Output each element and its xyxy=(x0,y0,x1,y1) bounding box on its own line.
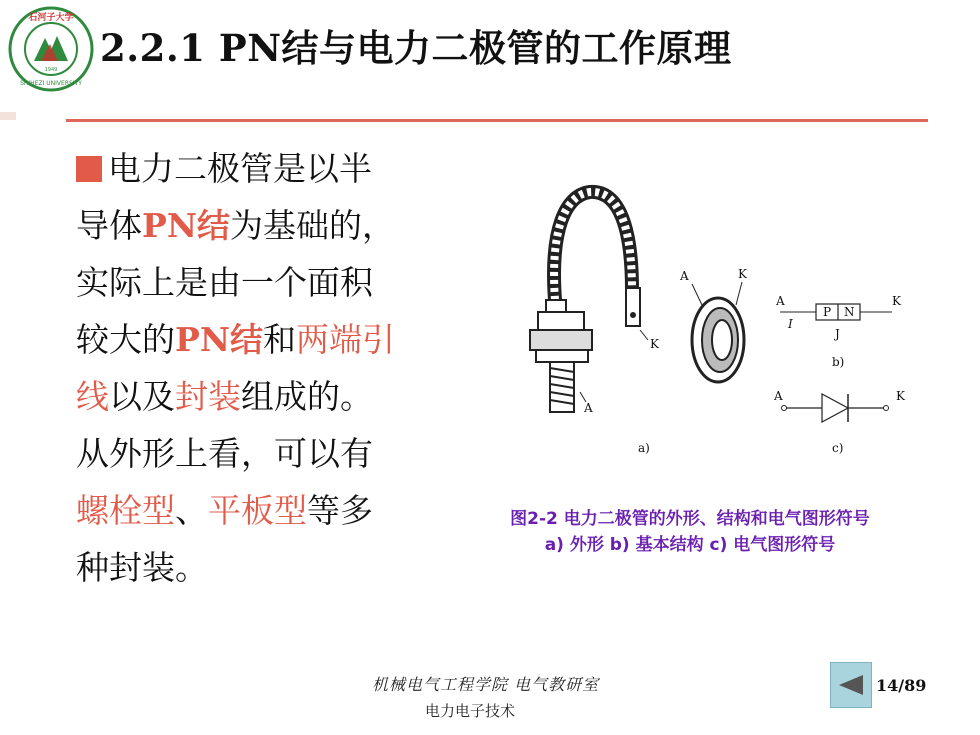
logo-top-text: 石河子大学 xyxy=(28,13,74,23)
body-text-span: 电力二极管是以半 xyxy=(108,149,372,188)
caption-line-2: a) 外形 b) 基本结构 c) 电气图形符号 xyxy=(544,535,836,555)
page-title: 2.2.1 PN结与电力二极管的工作原理 xyxy=(100,26,732,70)
logo-bottom-text: SHIHEZI UNIVERSITY xyxy=(20,80,82,87)
symbol-cathode-label: K xyxy=(896,389,905,403)
stud-anode-label: A xyxy=(584,401,593,415)
stud-diode-drawing xyxy=(530,192,660,415)
highlight-stud-type: 螺栓型 xyxy=(76,491,175,530)
footer-school: 机械电气工程学院 电气教研室 xyxy=(372,675,600,694)
body-text-span: 较大的 xyxy=(76,320,175,359)
triangle-left-icon xyxy=(837,673,865,697)
body-text-span: 种封装。 xyxy=(76,548,208,587)
highlight-leads: 线 xyxy=(76,377,109,416)
body-text-span: 为基础的， xyxy=(229,206,395,245)
p-region-label: P xyxy=(823,305,832,319)
highlight-leads: 两端引 xyxy=(295,320,395,359)
highlight-pn-junction: PN结 xyxy=(142,206,230,245)
body-line-2 xyxy=(76,197,436,254)
body-line-5 xyxy=(76,368,436,425)
diode-illustration xyxy=(480,160,920,470)
title-divider xyxy=(66,119,928,122)
pn-cathode-label: K xyxy=(892,294,901,308)
junction-label: J xyxy=(835,327,840,341)
pn-structure-drawing xyxy=(775,294,902,369)
disc-cathode-label: K xyxy=(738,267,747,281)
press-pack-diode-drawing xyxy=(679,267,748,382)
symbol-anode-label: A xyxy=(774,389,783,403)
current-label: I xyxy=(788,317,793,331)
diode-figure xyxy=(480,160,920,470)
body-text-span: 导体 xyxy=(76,206,142,245)
logo-year: 1949 xyxy=(44,67,58,73)
caption-line-1: 图2-2 电力二极管的外形、结构和电气图形符号 xyxy=(510,509,870,529)
university-logo xyxy=(8,6,94,92)
pn-anode-label: A xyxy=(776,294,785,308)
body-text-span: 等多 xyxy=(307,491,373,530)
figure-caption xyxy=(440,506,940,558)
highlight-press-pack-type: 平板型 xyxy=(208,491,307,530)
n-region-label: N xyxy=(844,305,855,319)
page-number: 14/89 xyxy=(876,676,927,695)
body-text-span: 组成的。 xyxy=(241,377,373,416)
diode-symbol-drawing xyxy=(773,389,906,455)
body-paragraph xyxy=(76,140,436,596)
body-text-span: 从外形上看，可以有 xyxy=(76,434,373,473)
tag-b: b) xyxy=(832,355,845,369)
body-text-span: 以及 xyxy=(109,377,175,416)
body-line-7 xyxy=(76,482,436,539)
footer-course: 电力电子技术 xyxy=(425,702,516,720)
highlight-package: 封装 xyxy=(175,377,241,416)
stud-cathode-label: K xyxy=(650,337,659,351)
body-text-span: 和 xyxy=(262,320,296,359)
disc-anode-label: A xyxy=(680,269,689,283)
tag-c: c) xyxy=(832,441,844,455)
body-line-3 xyxy=(76,254,436,311)
body-line-4 xyxy=(76,311,436,368)
body-text-span: 、 xyxy=(175,491,208,530)
highlight-pn-junction: PN结 xyxy=(175,320,263,359)
body-line-6 xyxy=(76,425,436,482)
body-line-8 xyxy=(76,539,436,596)
previous-slide-button[interactable] xyxy=(830,662,872,708)
university-seal-icon xyxy=(8,6,94,92)
tag-a: a) xyxy=(638,441,650,455)
body-line-1 xyxy=(76,140,436,197)
bullet-square-icon xyxy=(76,156,102,182)
body-text-span: 实际上是由一个面积 xyxy=(76,263,373,302)
side-marker xyxy=(0,112,16,120)
